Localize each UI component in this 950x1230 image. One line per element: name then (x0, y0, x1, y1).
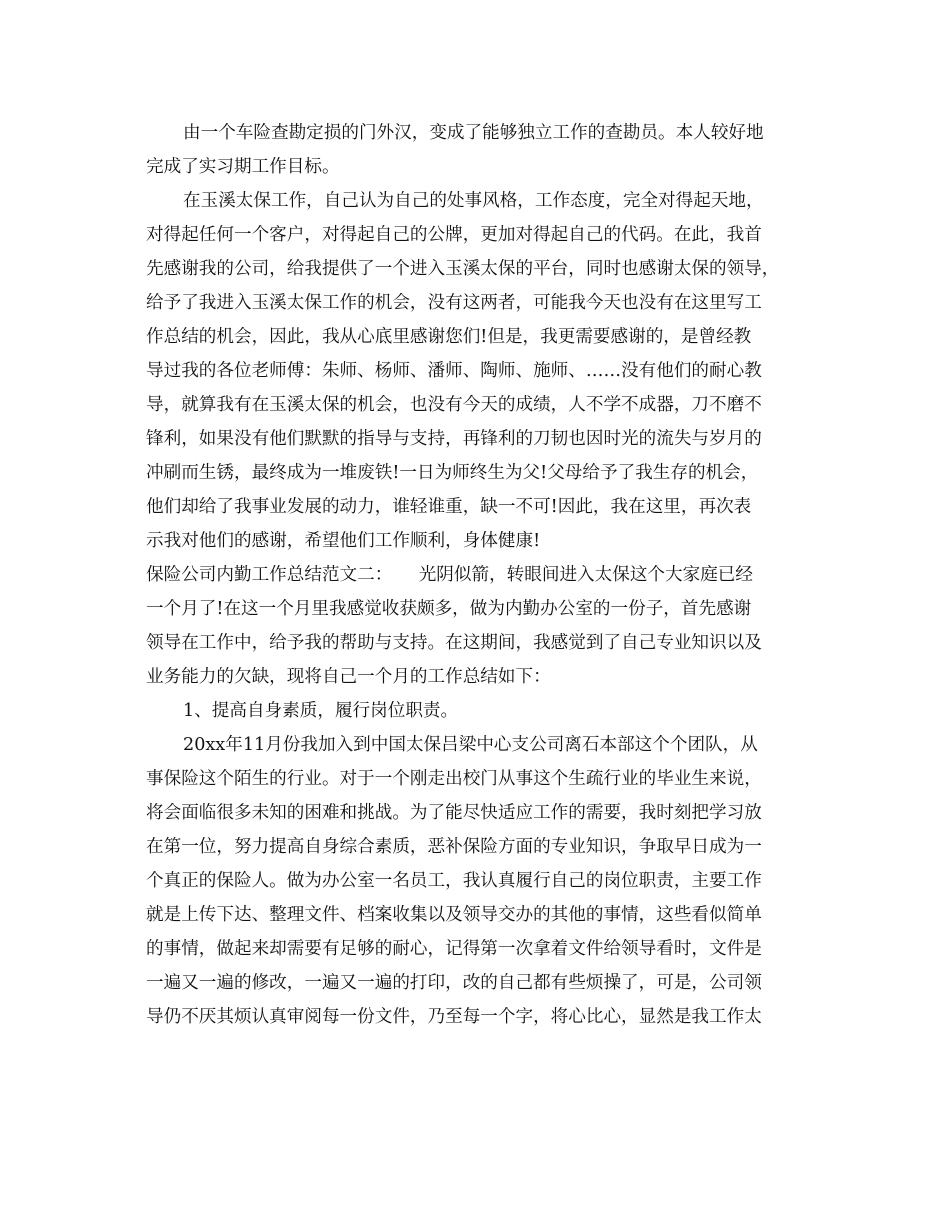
text-line: 在第一位，努力提高自身综合素质，恶补保险方面的专业知识，争取早日成为一 (146, 837, 762, 857)
text-line: 一遍又一遍的修改，一遍又一遍的打印，改的自己都有些烦操了，可是，公司领 (146, 973, 762, 993)
text-line: 业务能力的欠缺，现将自己一个月的工作总结如下： (146, 667, 551, 687)
text-line: 一个月了!在这一个月里我感觉收获颇多，做为内勤办公室的一份子，首先感谢 (146, 599, 752, 619)
text-line: 示我对他们的感谢，希望他们工作顺利，身体健康! (146, 531, 541, 551)
text-line: 个真正的保险人。做为办公室一名员工，我认真履行自己的岗位职责，主要工作 (146, 871, 762, 891)
text-line: 20xx年11月份我加入到中国太保吕梁中心支公司离石本部这个个团队，从 (183, 735, 758, 755)
text-line: 导仍不厌其烦认真审阅每一份文件，乃至每一个字，将心比心，显然是我工作太 (146, 1007, 762, 1027)
text-line: 领导在工作中，给予我的帮助与支持。在这期间，我感觉到了自己专业知识以及 (146, 633, 762, 653)
text-line: 在玉溪太保工作，自己认为自己的处事风格，工作态度，完全对得起天地， (183, 191, 764, 211)
text-line: 导，就算我有在玉溪太保的机会，也没有今天的成绩，人不学不成器，刀不磨不 (146, 395, 762, 415)
text-line: 作总结的机会，因此，我从心底里感谢您们!但是，我更需要感谢的，是曾经教 (146, 327, 752, 347)
text-line: 由一个车险查勘定损的门外汉，变成了能够独立工作的查勘员。本人较好地 (183, 123, 764, 143)
text-line: 就是上传下达、整理文件、档案收集以及领导交办的其他的事情，这些看似简单 (146, 905, 762, 925)
text-line: 给予了我进入玉溪太保工作的机会，没有这两者，可能我今天也没有在这里写工 (146, 293, 762, 313)
text-line: 事保险这个陌生的行业。对于一个刚走出校门从事这个生疏行业的毕业生来说， (146, 769, 762, 789)
text-line: 先感谢我的公司，给我提供了一个进入玉溪太保的平台，同时也感谢太保的领导， (146, 259, 780, 279)
text-line: 将会面临很多未知的困难和挑战。为了能尽快适应工作的需要，我时刻把学习放 (146, 803, 762, 823)
text-line: 完成了实习期工作目标。 (146, 157, 340, 177)
text-line: 导过我的各位老师傅：朱师、杨师、潘师、陶师、施师、……没有他们的耐心教 (146, 361, 762, 381)
section-heading-line: 保险公司内勤工作总结范文二： 光阴似箭，转眼间进入太保这个大家庭已经 (146, 565, 753, 585)
text-line: 冲刷而生锈，最终成为一堆废铁!一日为师终生为父!父母给予了我生存的机会， (146, 463, 759, 483)
text-line: 对得起任何一个客户，对得起自己的公牌，更加对得起自己的代码。在此，我首 (146, 225, 762, 245)
text-line: 的事情，做起来却需要有足够的耐心，记得第一次拿着文件给领导看时，文件是 (146, 939, 762, 959)
text-line: 他们却给了我事业发展的动力，谁轻谁重，缺一不可!因此，我在这里，再次表 (146, 497, 752, 517)
numbered-heading-line: 1、提高自身素质，履行岗位职责。 (183, 701, 459, 721)
text-line: 锋利，如果没有他们默默的指导与支持，再锋利的刀韧也因时光的流失与岁月的 (146, 429, 762, 449)
